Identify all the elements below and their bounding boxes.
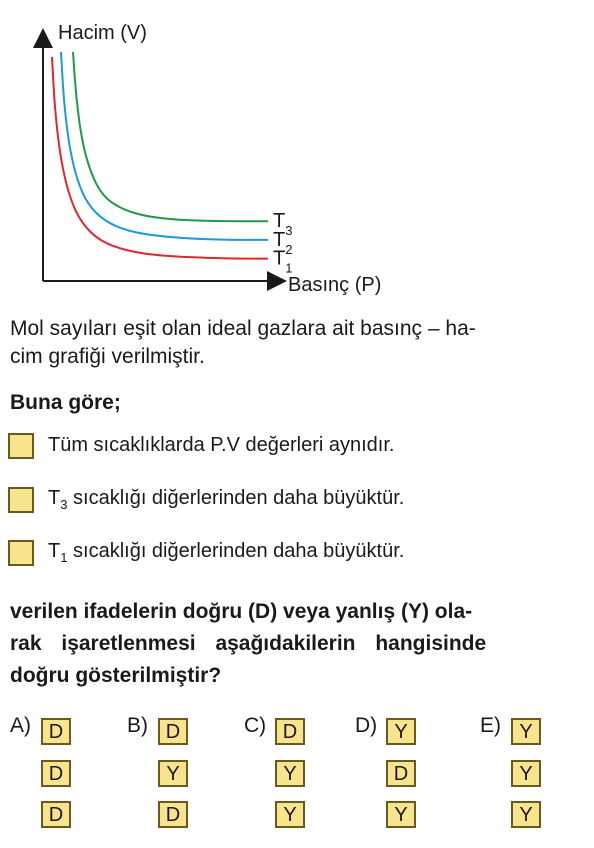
pv-chart: [0, 0, 594, 300]
option-label-c[interactable]: C): [244, 714, 267, 737]
lead-text: Buna göre;: [10, 391, 121, 414]
option-e-answer-1: Y: [511, 718, 541, 745]
option-e-answer-2: Y: [511, 760, 541, 787]
y-axis-label: Hacim (V): [58, 22, 147, 44]
statement-box-2[interactable]: [8, 487, 34, 513]
option-label-b[interactable]: B): [127, 714, 148, 737]
curve-label-t2: $T_2$: [273, 228, 293, 257]
statement-2-t: T: [48, 487, 61, 509]
prompt-line-3: doğru gösterilmiştir?: [10, 664, 222, 687]
curve-t2: [61, 52, 268, 240]
curve-t1: [52, 57, 268, 259]
option-a-answer-1: D: [41, 718, 71, 745]
option-a-answer-3: D: [41, 801, 71, 828]
prompt-line-1: verilen ifadelerin doğru (D) veya yanlış (Y) ola-: [10, 600, 473, 623]
option-c-answer-3: Y: [275, 801, 305, 828]
option-c-answer-1: D: [275, 718, 305, 745]
statement-3-t: T: [48, 540, 61, 562]
option-label-e[interactable]: E): [480, 714, 501, 737]
option-label-d[interactable]: D): [355, 714, 378, 737]
option-label-a[interactable]: A): [10, 714, 31, 737]
statement-1-text: Tüm sıcaklıklarda P.V değerleri aynıdır.: [48, 434, 395, 456]
option-b-answer-3: D: [158, 801, 188, 828]
option-b-answer-1: D: [158, 718, 188, 745]
curve-label-t1: $T_1$: [273, 247, 293, 276]
statement-2-sub: 3: [60, 497, 68, 512]
statement-3-sub: 1: [60, 550, 68, 565]
curve-label-t3: $T_3$: [273, 210, 293, 239]
option-d-answer-3: Y: [386, 801, 416, 828]
statement-box-3[interactable]: [8, 540, 34, 566]
curve-t3: [73, 52, 268, 221]
option-d-answer-2: D: [386, 760, 416, 787]
statement-3-text: [48, 540, 404, 565]
intro-line-1: Mol sayıları eşit olan ideal gazlara ait basınç – ha-: [10, 317, 476, 340]
x-axis-label: Basınç (P): [288, 274, 382, 296]
option-d-answer-1: Y: [386, 718, 416, 745]
statement-2-text: [48, 487, 404, 512]
statement-3-rest: sıcaklığı diğerlerinden daha büyüktür.: [67, 540, 405, 562]
statement-2-rest: sıcaklığı diğerlerinden daha büyüktür.: [67, 487, 405, 509]
option-e-answer-3: Y: [511, 801, 541, 828]
option-c-answer-2: Y: [275, 760, 305, 787]
option-b-answer-2: Y: [158, 760, 188, 787]
prompt-line-2: rak işaretlenmesi aşağıdakilerin hangisinde: [10, 632, 487, 655]
intro-line-2: cim grafiği verilmiştir.: [10, 345, 205, 368]
statement-box-1[interactable]: [8, 433, 34, 459]
option-a-answer-2: D: [41, 760, 71, 787]
